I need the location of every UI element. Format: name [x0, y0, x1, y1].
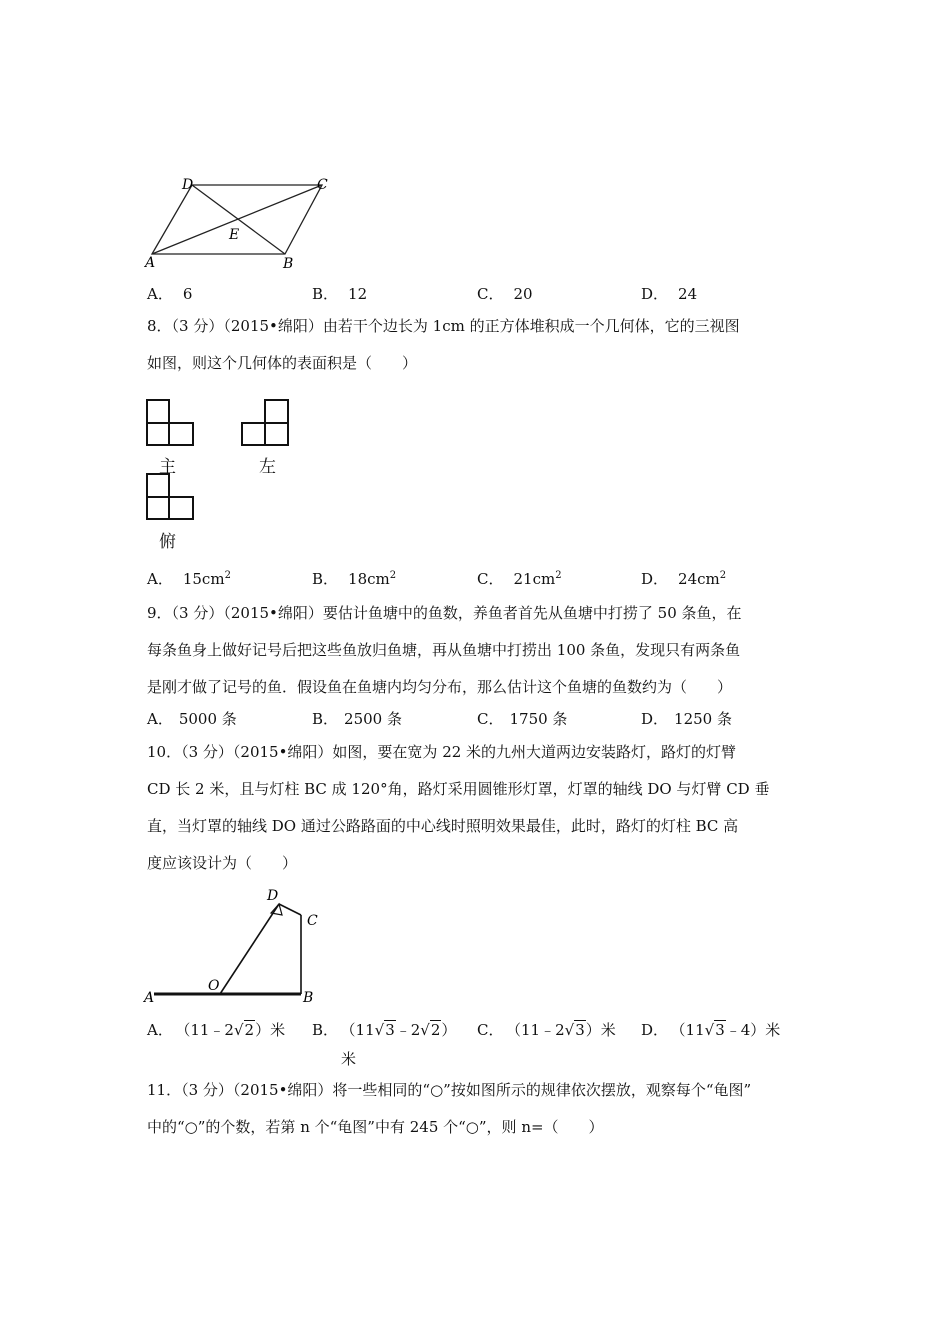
street-lamp-figure [140, 882, 330, 1007]
lamp-arm-cd [279, 904, 301, 915]
q10-option-c[interactable] [477, 1020, 616, 1040]
option-post: ）米 [585, 1021, 616, 1039]
option-key: C． [477, 570, 504, 588]
q9-option-d[interactable] [641, 709, 732, 729]
option-key: D． [641, 570, 669, 588]
q10-option-d[interactable] [641, 1020, 780, 1040]
q9-option-b[interactable] [312, 709, 402, 729]
q11-stem-line1: 11．（3 分）（2015•绵阳）将一些相同的“○”按如图所示的规律依次摆放，观察每个“龟图” [147, 1081, 752, 1099]
radicand: 3 [575, 1021, 585, 1039]
option-pre: （11 [678, 1021, 705, 1039]
left-view-figure [240, 398, 292, 450]
radicand: 2 [244, 1021, 255, 1039]
option-pre: （11﹣2 [513, 1021, 565, 1039]
option-value: 1250 条 [674, 710, 732, 728]
option-value: 1750 条 [509, 710, 568, 728]
left-view-label: 左 [259, 457, 276, 477]
q9-stem-line2: 每条鱼身上做好记号后把这些鱼放归鱼塘，再从鱼塘中打捞出 100 条鱼，发现只有两条鱼 [147, 641, 741, 659]
sqrt-symbol: √3 [374, 1021, 395, 1039]
option-value: 6 [182, 285, 193, 303]
q8-option-b[interactable] [312, 569, 396, 589]
option-value: 24 [678, 285, 698, 303]
q8-stem-line1: 8．（3 分）（2015•绵阳）由若干个边长为 1cm 的正方体堆积成一个几何体，它的三视图 [147, 317, 740, 335]
option-key: B． [312, 285, 339, 303]
radicand: 3 [715, 1021, 725, 1039]
q7-option-c[interactable] [477, 284, 533, 304]
q8-option-d[interactable] [641, 569, 726, 589]
option-sup: 2 [555, 570, 562, 581]
option-key: B． [312, 1021, 339, 1039]
q10-stem-line1: 10．（3 分）（2015•绵阳）如图，要在宽为 22 米的九州大道两边安装路灯，路灯的灯臂 [147, 743, 737, 761]
option-value: 24cm [678, 570, 720, 588]
lamp-shade [271, 904, 282, 915]
option-key: A． [147, 570, 173, 588]
label-d: D [182, 177, 194, 193]
sqrt-symbol: √3 [704, 1021, 725, 1039]
q8-option-a[interactable] [147, 569, 231, 589]
parallelogram-figure [140, 172, 340, 272]
option-key: A． [147, 1021, 173, 1039]
sqrt-symbol: √2 [420, 1021, 441, 1039]
q9-option-a[interactable] [147, 709, 237, 729]
option-key: B． [312, 570, 339, 588]
option-value: 21cm [513, 570, 556, 588]
label-d: D [267, 888, 279, 904]
option-value: 2500 条 [344, 710, 402, 728]
option-pre: （11 [348, 1021, 375, 1039]
option-key: D． [641, 710, 669, 728]
q11-stem-line2: 中的“○”的个数，若第 n 个“龟图”中有 245 个“○”，则 n=（ ） [147, 1118, 604, 1136]
label-o: O [208, 978, 220, 994]
label-a: A [145, 255, 156, 271]
axis-do [220, 904, 279, 994]
option-key: D． [641, 1021, 669, 1039]
q10-stem-line2: CD 长 2 米，且与灯柱 BC 成 120°角，路灯采用圆锥形灯罩，灯罩的轴线 DO 与灯臂 CD 垂 [147, 780, 770, 798]
q10-option-b[interactable] [312, 1020, 456, 1040]
label-e: E [229, 227, 240, 243]
option-key: C． [477, 710, 504, 728]
radicand: 2 [430, 1021, 441, 1039]
q7-option-d[interactable] [641, 284, 697, 304]
option-sup: 2 [389, 570, 397, 581]
option-key: D． [641, 285, 669, 303]
option-value: 20 [513, 285, 533, 303]
q7-option-a[interactable] [147, 284, 192, 304]
sqrt-symbol: √2 [233, 1021, 255, 1039]
q10-option-b-wrap: 米 [341, 1050, 357, 1068]
option-key: C． [477, 1021, 504, 1039]
top-view-label: 俯 [159, 532, 176, 552]
option-key: A． [147, 285, 173, 303]
option-value: 12 [348, 285, 368, 303]
q9-stem-line1: 9．（3 分）（2015•绵阳）要估计鱼塘中的鱼数，养鱼者首先从鱼塘中打捞了 50 条鱼，在 [147, 604, 742, 622]
front-view-label: 主 [159, 457, 176, 477]
option-sup: 2 [224, 570, 231, 581]
option-key: A． [147, 710, 173, 728]
q8-option-c[interactable] [477, 569, 562, 589]
front-view-figure [145, 398, 197, 450]
diagonal-bd [192, 185, 285, 254]
label-c: C [317, 177, 328, 193]
top-view-figure [145, 472, 197, 524]
q7-option-b[interactable] [312, 284, 367, 304]
q8-stem-line2: 如图，则这个几何体的表面积是（ ） [147, 354, 418, 372]
label-c: C [307, 913, 318, 929]
option-key: C． [477, 285, 504, 303]
option-key: B． [312, 710, 339, 728]
q9-stem-line3: 是刚才做了记号的鱼．假设鱼在鱼塘内均匀分布，那么估计这个鱼塘的鱼数约为（ ） [147, 678, 733, 696]
option-value: 18cm [348, 570, 390, 588]
diagonal-ac [152, 185, 322, 254]
option-value: 15cm [182, 570, 225, 588]
q9-option-c[interactable] [477, 709, 567, 729]
option-mid: ﹣2 [395, 1021, 421, 1039]
option-sup: 2 [719, 570, 727, 581]
option-post: ）米 [255, 1021, 286, 1039]
label-b: B [283, 256, 294, 272]
option-post: ﹣4）米 [725, 1021, 781, 1039]
option-value: 5000 条 [178, 710, 237, 728]
label-a: A [144, 990, 155, 1006]
option-pre: （11﹣2 [182, 1021, 234, 1039]
q10-stem-line4: 度应该设计为（ ） [147, 854, 298, 872]
radicand: 3 [385, 1021, 395, 1039]
option-post: ） [441, 1021, 457, 1039]
q10-option-a[interactable] [147, 1020, 285, 1040]
label-b: B [303, 990, 314, 1006]
q10-stem-line3: 直，当灯罩的轴线 DO 通过公路路面的中心线时照明效果最佳，此时，路灯的灯柱 BC 高 [147, 817, 739, 835]
sqrt-symbol: √3 [564, 1021, 585, 1039]
